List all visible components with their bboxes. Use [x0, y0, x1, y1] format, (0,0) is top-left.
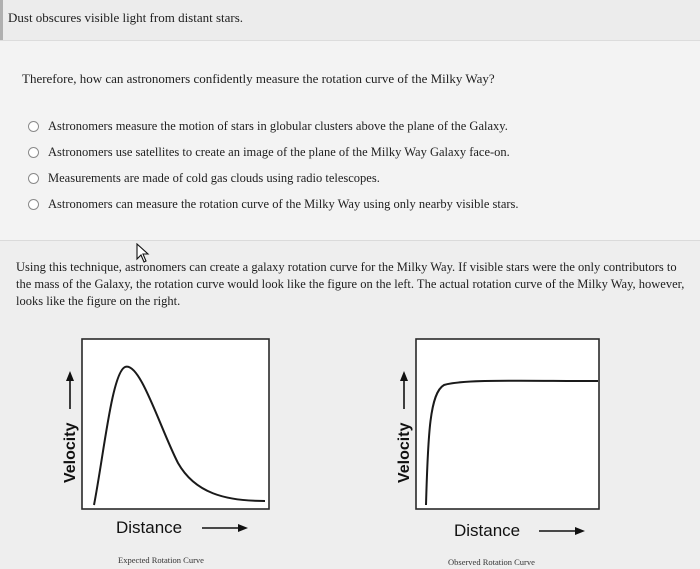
answer-option-label: Astronomers measure the motion of stars in globular clusters above the plane of the Galaxy.: [48, 118, 508, 133]
left-distance-label: Distance: [116, 518, 183, 537]
answer-options: [28, 116, 519, 220]
answer-option-2[interactable]: [28, 142, 519, 162]
radio-button-3[interactable]: [28, 173, 39, 184]
right-distance-label: Distance: [454, 521, 521, 540]
answer-option-label: Astronomers can measure the rotation curve of the Milky Way using only nearby visible stars.: [48, 196, 519, 211]
left-figure-caption: Expected Rotation Curve: [118, 555, 204, 565]
left-distance-arrow-icon: [238, 524, 248, 532]
intro-statement: Dust obscures visible light from distant stars.: [8, 10, 244, 25]
observed-rotation-curve-figure: [384, 333, 619, 553]
right-velocity-label: Velocity: [396, 422, 413, 483]
radio-button-4[interactable]: [28, 199, 39, 210]
right-figure-caption: Observed Rotation Curve: [448, 557, 535, 567]
explanation-paragraph: Using this technique, astronomers can create a galaxy rotation curve for the Milky Way. If visible stars were the only contributors to the mass of the Galaxy, the rotation curve would look like the figure on the left. The actual rotation curve of the Milky Way, however, looks like the figure on the right.: [16, 260, 685, 308]
question-panel: [0, 40, 700, 241]
answer-option-1[interactable]: [28, 116, 519, 136]
left-edge-divider: [0, 0, 3, 40]
left-plot-frame: [82, 339, 269, 509]
answer-option-3[interactable]: [28, 168, 519, 188]
answer-option-4[interactable]: [28, 194, 519, 214]
answer-option-label: Astronomers use satellites to create an image of the plane of the Milky Way Galaxy face-on.: [48, 144, 510, 159]
radio-button-2[interactable]: [28, 147, 39, 158]
expected-rotation-curve-figure: [50, 333, 285, 553]
answer-option-label: Measurements are made of cold gas clouds using radio telescopes.: [48, 170, 380, 185]
mouse-pointer-icon: [136, 243, 150, 263]
header-band: [0, 0, 700, 40]
left-velocity-arrow-icon: [66, 371, 74, 381]
explanation-panel: [0, 240, 700, 569]
question-text: Therefore, how can astronomers confidently measure the rotation curve of the Milky Way?: [22, 71, 495, 86]
right-distance-arrow-icon: [575, 527, 585, 535]
left-velocity-label: Velocity: [62, 422, 79, 483]
radio-button-1[interactable]: [28, 121, 39, 132]
right-plot-frame: [416, 339, 599, 509]
right-velocity-arrow-icon: [400, 371, 408, 381]
